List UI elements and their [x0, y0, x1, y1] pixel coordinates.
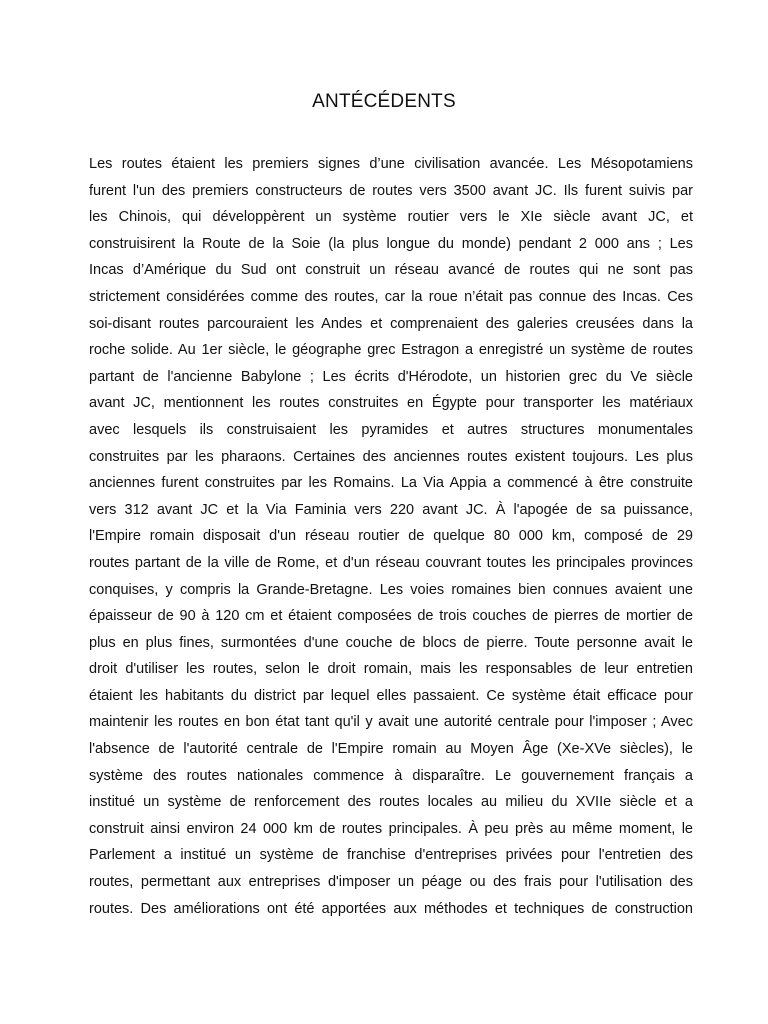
text-line: les Chinois, qui développèrent un système routier vers le XIe siècle avant JC, et	[89, 209, 693, 226]
text-line: avec lesquels ils construisaient les pyramides et autres structures monumentales	[89, 421, 693, 438]
text-line: institué un système de renforcement des routes locales au milieu du XVIIe siècle et a	[89, 794, 693, 811]
text-line: conquises, y compris la Grande-Bretagne. Les voies romaines bien connues avaient une	[89, 581, 693, 598]
text-line: étaient les habitants du district par lequel elles passaient. Ce système était efficace pour	[89, 687, 693, 704]
text-line: l'Empire romain disposait d'un réseau routier de quelque 80 000 km, composé de 29	[89, 528, 693, 545]
text-line: épaisseur de 90 à 120 cm et étaient composées de trois couches de pierres de mortier de	[89, 608, 693, 625]
text-line: l'absence de l'autorité centrale de l'Empire romain au Moyen Âge (Xe-XVe siècles), le	[89, 741, 693, 758]
text-line: roche solide. Au 1er siècle, le géographe grec Estragon a enregistré un système de routes	[89, 342, 693, 359]
text-line: plus en plus fines, surmontées d'une couche de blocs de pierre. Toute personne avait le	[89, 634, 693, 651]
text-line: soi-disant routes parcouraient les Andes et comprenaient des galeries creusées dans la	[89, 315, 693, 332]
text-line: droit d'utiliser les routes, selon le droit romain, mais les responsables de leur entretien	[89, 661, 693, 678]
text-line: vers 312 avant JC et la Via Faminia vers 220 avant JC. À l'apogée de sa puissance,	[89, 501, 693, 518]
text-line: système des routes nationales commence à disparaître. Le gouvernement français a	[89, 767, 693, 784]
text-line: construites par les pharaons. Certaines des anciennes routes existent toujours. Les plus	[89, 448, 693, 465]
text-line: strictement considérées comme des routes, car la roue n’était pas connue des Incas. Ces	[89, 288, 693, 305]
text-line: routes, permettant aux entreprises d'imposer un péage ou des frais pour l'utilisation des	[89, 874, 693, 891]
text-line: construisirent la Route de la Soie (la plus longue du monde) pendant 2 000 ans ; Les	[89, 235, 693, 252]
text-line: furent l'un des premiers constructeurs de routes vers 3500 avant JC. Ils furent suivis par	[89, 182, 693, 199]
text-line: routes partant de la ville de Rome, et d'un réseau couvrant toutes les principales provinces	[89, 554, 693, 571]
text-line: construit ainsi environ 24 000 km de routes principales. À peu près au même moment, le	[89, 820, 693, 837]
text-line: Parlement a institué un système de franchise d'entreprises privées pour l'entretien des	[89, 847, 693, 864]
text-line: maintenir les routes en bon état tant qu'il y avait une autorité centrale pour l'imposer ; Avec	[89, 714, 693, 731]
body-paragraph	[89, 151, 693, 922]
text-line: partant de l'ancienne Babylone ; Les écrits d'Hérodote, un historien grec du Ve siècle	[89, 368, 693, 385]
text-line: Les routes étaient les premiers signes d’une civilisation avancée. Les Mésopotamiens	[89, 156, 693, 172]
document-title: ANTÉCÉDENTS	[312, 91, 456, 112]
text-line: Incas d’Amérique du Sud ont construit un réseau avancé de routes qui ne sont pas	[89, 262, 693, 279]
text-line: avant JC, mentionnent les routes construites en Égypte pour transporter les matériaux	[89, 395, 693, 412]
text-line: anciennes furent construites par les Romains. La Via Appia a commencé à être construite	[89, 475, 693, 492]
text-line: routes. Des améliorations ont été apportées aux méthodes et techniques de construction	[89, 900, 693, 917]
